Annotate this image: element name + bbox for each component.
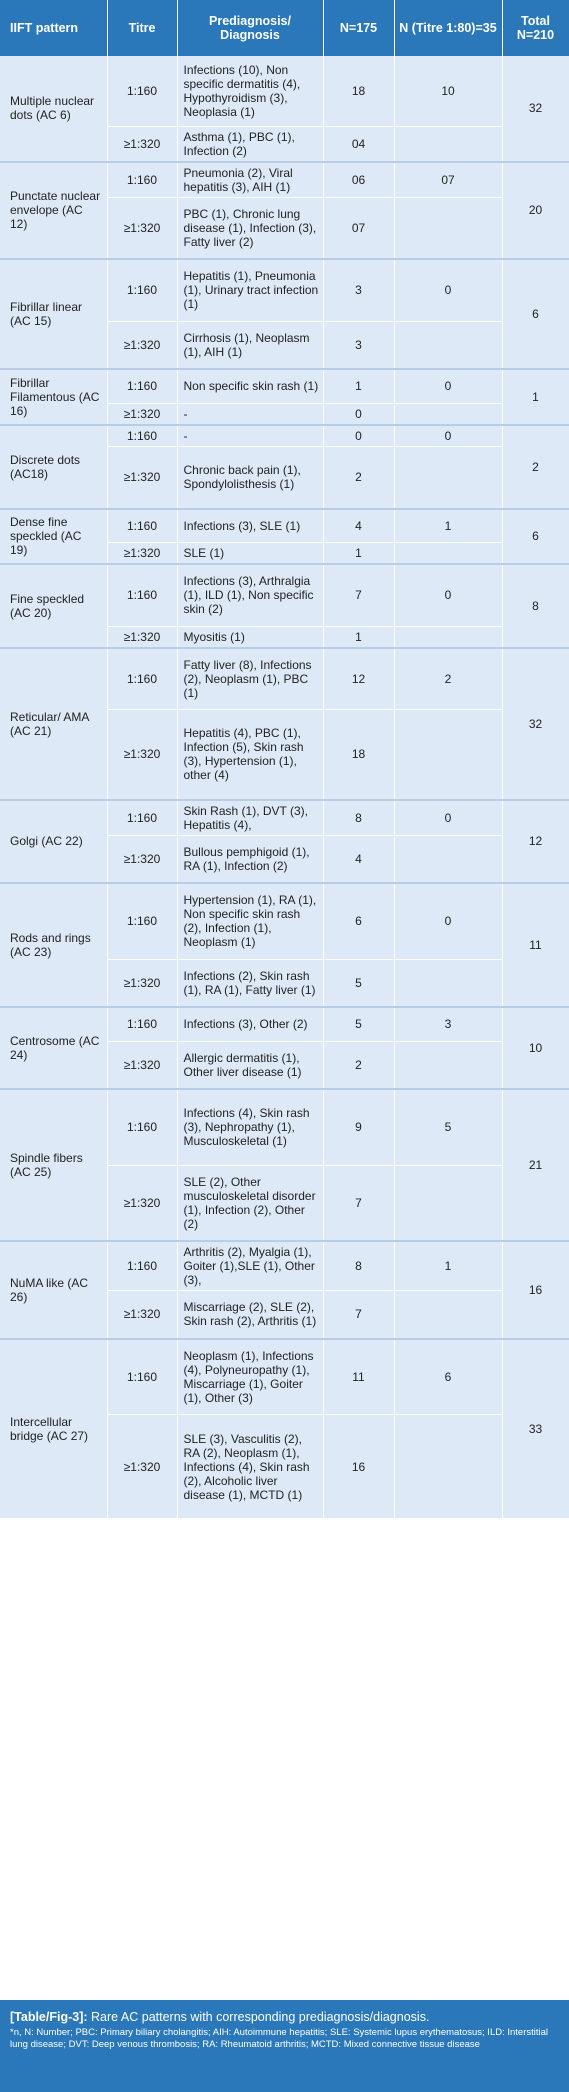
- n175-cell: 2: [323, 447, 394, 509]
- n-titre-80-cell: 1: [394, 1241, 502, 1291]
- diagnosis-cell: Fatty liver (8), Infections (2), Neoplasm (1), PBC (1): [177, 648, 323, 710]
- table-row: [0, 369, 569, 403]
- titre-cell: 1:160: [107, 648, 177, 710]
- n-titre-80-cell: 1: [394, 509, 502, 543]
- table-row: [0, 509, 569, 543]
- header-diagnosis: Prediagnosis/ Diagnosis: [177, 0, 323, 56]
- diagnosis-cell: Asthma (1), PBC (1), Infection (2): [177, 126, 323, 162]
- n175-cell: 3: [323, 259, 394, 321]
- n175-cell: 2: [323, 1041, 394, 1089]
- n175-cell: 5: [323, 1007, 394, 1041]
- titre-cell: ≥1:320: [107, 710, 177, 800]
- diagnosis-cell: Neoplasm (1), Infections (4), Polyneuropathy (1), Miscarriage (1), Goiter (1), Other (3): [177, 1339, 323, 1415]
- diagnosis-cell: Hepatitis (4), PBC (1), Infection (5), Skin rash (3), Hypertension (1), other (4): [177, 710, 323, 800]
- titre-cell: ≥1:320: [107, 1291, 177, 1339]
- table-row: [0, 1007, 569, 1041]
- n-titre-80-cell: [394, 710, 502, 800]
- n-titre-80-cell: [394, 1291, 502, 1339]
- header-iift-pattern: IIFT pattern: [0, 0, 107, 56]
- n-titre-80-cell: 0: [394, 564, 502, 626]
- n-titre-80-cell: 0: [394, 259, 502, 321]
- table-row: [0, 1339, 569, 1415]
- n175-cell: 3: [323, 321, 394, 369]
- diagnosis-cell: Non specific skin rash (1): [177, 369, 323, 403]
- total-cell: 32: [502, 648, 569, 800]
- n-titre-80-cell: 3: [394, 1007, 502, 1041]
- diagnosis-cell: Skin Rash (1), DVT (3), Hepatitis (4),: [177, 800, 323, 836]
- n175-cell: 07: [323, 197, 394, 259]
- diagnosis-cell: Bullous pemphigoid (1), RA (1), Infection (2): [177, 835, 323, 883]
- pattern-cell: Golgi (AC 22): [0, 800, 107, 884]
- total-cell: 6: [502, 509, 569, 565]
- titre-cell: 1:160: [107, 800, 177, 836]
- n175-cell: 1: [323, 543, 394, 565]
- n-titre-80-cell: 2: [394, 648, 502, 710]
- titre-cell: 1:160: [107, 1089, 177, 1165]
- titre-cell: ≥1:320: [107, 543, 177, 565]
- caption-main: [10, 2010, 559, 2025]
- n175-cell: 7: [323, 564, 394, 626]
- n-titre-80-cell: [394, 403, 502, 425]
- n-titre-80-cell: [394, 959, 502, 1007]
- caption-footer-band: [0, 2074, 569, 2092]
- diagnosis-cell: Infections (4), Skin rash (3), Nephropathy (1), Musculoskeletal (1): [177, 1089, 323, 1165]
- header-row: [0, 0, 569, 56]
- titre-cell: 1:160: [107, 162, 177, 198]
- n-titre-80-cell: 10: [394, 56, 502, 126]
- total-cell: 12: [502, 800, 569, 884]
- header-titre: Titre: [107, 0, 177, 56]
- titre-cell: 1:160: [107, 883, 177, 959]
- diagnosis-cell: Myositis (1): [177, 626, 323, 648]
- titre-cell: 1:160: [107, 1339, 177, 1415]
- table-row: [0, 56, 569, 126]
- n-titre-80-cell: [394, 1415, 502, 1519]
- titre-cell: ≥1:320: [107, 959, 177, 1007]
- n-titre-80-cell: 07: [394, 162, 502, 198]
- diagnosis-cell: -: [177, 425, 323, 447]
- n175-cell: 1: [323, 369, 394, 403]
- pattern-cell: Discrete dots (AC18): [0, 425, 107, 509]
- n-titre-80-cell: [394, 197, 502, 259]
- titre-cell: ≥1:320: [107, 1165, 177, 1241]
- n175-cell: 06: [323, 162, 394, 198]
- titre-cell: ≥1:320: [107, 626, 177, 648]
- table-row: [0, 162, 569, 198]
- n175-cell: 0: [323, 425, 394, 447]
- total-cell: 1: [502, 369, 569, 425]
- n-titre-80-cell: 0: [394, 800, 502, 836]
- titre-cell: ≥1:320: [107, 447, 177, 509]
- titre-cell: ≥1:320: [107, 197, 177, 259]
- n175-cell: 18: [323, 56, 394, 126]
- header-n175: N=175: [323, 0, 394, 56]
- diagnosis-cell: Chronic back pain (1), Spondylolisthesis (1): [177, 447, 323, 509]
- total-cell: 8: [502, 564, 569, 648]
- pattern-cell: Multiple nuclear dots (AC 6): [0, 56, 107, 162]
- n-titre-80-cell: 5: [394, 1089, 502, 1165]
- n-titre-80-cell: 0: [394, 425, 502, 447]
- n-titre-80-cell: 0: [394, 883, 502, 959]
- table-row: [0, 883, 569, 959]
- n175-cell: 7: [323, 1165, 394, 1241]
- n-titre-80-cell: [394, 626, 502, 648]
- n-titre-80-cell: [394, 126, 502, 162]
- titre-cell: 1:160: [107, 1241, 177, 1291]
- n175-cell: 4: [323, 509, 394, 543]
- pattern-cell: Centrosome (AC 24): [0, 1007, 107, 1089]
- table-row: [0, 1089, 569, 1165]
- total-cell: 6: [502, 259, 569, 369]
- caption-label: [Table/Fig-3]:: [10, 2010, 88, 2024]
- table-body: [0, 56, 569, 1519]
- total-cell: 2: [502, 425, 569, 509]
- n175-cell: 1: [323, 626, 394, 648]
- pattern-cell: Fine speckled (AC 20): [0, 564, 107, 648]
- header-n-titre-80: N (Titre 1:80)=35: [394, 0, 502, 56]
- n-titre-80-cell: [394, 447, 502, 509]
- table-row: [0, 1241, 569, 1291]
- diagnosis-cell: Infections (3), SLE (1): [177, 509, 323, 543]
- titre-cell: ≥1:320: [107, 403, 177, 425]
- n175-cell: 8: [323, 1241, 394, 1291]
- n-titre-80-cell: [394, 1165, 502, 1241]
- total-cell: 10: [502, 1007, 569, 1089]
- n-titre-80-cell: [394, 321, 502, 369]
- total-cell: 16: [502, 1241, 569, 1339]
- n175-cell: 6: [323, 883, 394, 959]
- diagnosis-cell: Infections (3), Other (2): [177, 1007, 323, 1041]
- table-row: [0, 425, 569, 447]
- diagnosis-cell: Infections (3), Arthralgia (1), ILD (1), Non specific skin (2): [177, 564, 323, 626]
- diagnosis-cell: Allergic dermatitis (1), Other liver disease (1): [177, 1041, 323, 1089]
- titre-cell: 1:160: [107, 425, 177, 447]
- n175-cell: 16: [323, 1415, 394, 1519]
- table-row: [0, 648, 569, 710]
- table-row: [0, 564, 569, 626]
- diagnosis-cell: SLE (3), Vasculitis (2), RA (2), Neoplasm (1), Infections (4), Skin rash (2), Alcoholic liver disease (1), MCTD (1): [177, 1415, 323, 1519]
- n175-cell: 11: [323, 1339, 394, 1415]
- pattern-cell: Fibrillar Filamentous (AC 16): [0, 369, 107, 425]
- diagnosis-cell: SLE (2), Other musculoskeletal disorder (1), Infection (2), Other (2): [177, 1165, 323, 1241]
- diagnosis-cell: Arthritis (2), Myalgia (1), Goiter (1),SLE (1), Other (3),: [177, 1241, 323, 1291]
- header-total: Total N=210: [502, 0, 569, 56]
- n175-cell: 0: [323, 403, 394, 425]
- caption-title: Rare AC patterns with corresponding prediagnosis/diagnosis.: [91, 2010, 430, 2024]
- n-titre-80-cell: [394, 543, 502, 565]
- total-cell: 32: [502, 56, 569, 162]
- n-titre-80-cell: 0: [394, 369, 502, 403]
- n-titre-80-cell: [394, 1041, 502, 1089]
- n-titre-80-cell: [394, 835, 502, 883]
- table-row: [0, 259, 569, 321]
- n-titre-80-cell: 6: [394, 1339, 502, 1415]
- diagnosis-cell: -: [177, 403, 323, 425]
- pattern-cell: NuMA like (AC 26): [0, 1241, 107, 1339]
- pattern-cell: Reticular/ AMA (AC 21): [0, 648, 107, 800]
- caption-abbreviations: *n, N: Number; PBC: Primary biliary cholangitis; AIH: Autoimmune hepatitis; SLE: Systemic lupus erythematosus; ILD: Interstitial lung disease; DVT: Deep venous thrombosis; RA: Rheumatoid arthritis; MCTD: Mixed connective tissue disease: [10, 2027, 549, 2050]
- titre-cell: ≥1:320: [107, 1415, 177, 1519]
- table-row: [0, 800, 569, 836]
- titre-cell: 1:160: [107, 564, 177, 626]
- titre-cell: 1:160: [107, 259, 177, 321]
- diagnosis-cell: Pneumonia (2), Viral hepatitis (3), AIH (1): [177, 162, 323, 198]
- n175-cell: 12: [323, 648, 394, 710]
- n175-cell: 8: [323, 800, 394, 836]
- diagnosis-cell: Hypertension (1), RA (1), Non specific skin rash (2), Infection (1), Neoplasm (1): [177, 883, 323, 959]
- diagnosis-cell: PBC (1), Chronic lung disease (1), Infection (3), Fatty liver (2): [177, 197, 323, 259]
- diagnosis-cell: SLE (1): [177, 543, 323, 565]
- titre-cell: ≥1:320: [107, 1041, 177, 1089]
- titre-cell: 1:160: [107, 56, 177, 126]
- pattern-cell: Dense fine speckled (AC 19): [0, 509, 107, 565]
- total-cell: 11: [502, 883, 569, 1007]
- titre-cell: 1:160: [107, 369, 177, 403]
- titre-cell: ≥1:320: [107, 835, 177, 883]
- pattern-cell: Punctate nuclear envelope (AC 12): [0, 162, 107, 260]
- n175-cell: 18: [323, 710, 394, 800]
- pattern-cell: Fibrillar linear (AC 15): [0, 259, 107, 369]
- diagnosis-cell: Miscarriage (2), SLE (2), Skin rash (2), Arthritis (1): [177, 1291, 323, 1339]
- total-cell: 21: [502, 1089, 569, 1241]
- n175-cell: 04: [323, 126, 394, 162]
- titre-cell: 1:160: [107, 1007, 177, 1041]
- titre-cell: ≥1:320: [107, 321, 177, 369]
- diagnosis-cell: Infections (2), Skin rash (1), RA (1), Fatty liver (1): [177, 959, 323, 1007]
- pattern-cell: Spindle fibers (AC 25): [0, 1089, 107, 1241]
- n175-cell: 9: [323, 1089, 394, 1165]
- diagnosis-cell: Cirrhosis (1), Neoplasm (1), AIH (1): [177, 321, 323, 369]
- pattern-cell: Rods and rings (AC 23): [0, 883, 107, 1007]
- total-cell: 20: [502, 162, 569, 260]
- total-cell: 33: [502, 1339, 569, 1519]
- n175-cell: 7: [323, 1291, 394, 1339]
- titre-cell: 1:160: [107, 509, 177, 543]
- n175-cell: 4: [323, 835, 394, 883]
- pattern-cell: Intercellular bridge (AC 27): [0, 1339, 107, 1519]
- diagnosis-cell: Infections (10), Non specific dermatitis (4), Hypothyroidism (3), Neoplasia (1): [177, 56, 323, 126]
- titre-cell: ≥1:320: [107, 126, 177, 162]
- diagnosis-cell: Hepatitis (1), Pneumonia (1), Urinary tract infection (1): [177, 259, 323, 321]
- n175-cell: 5: [323, 959, 394, 1007]
